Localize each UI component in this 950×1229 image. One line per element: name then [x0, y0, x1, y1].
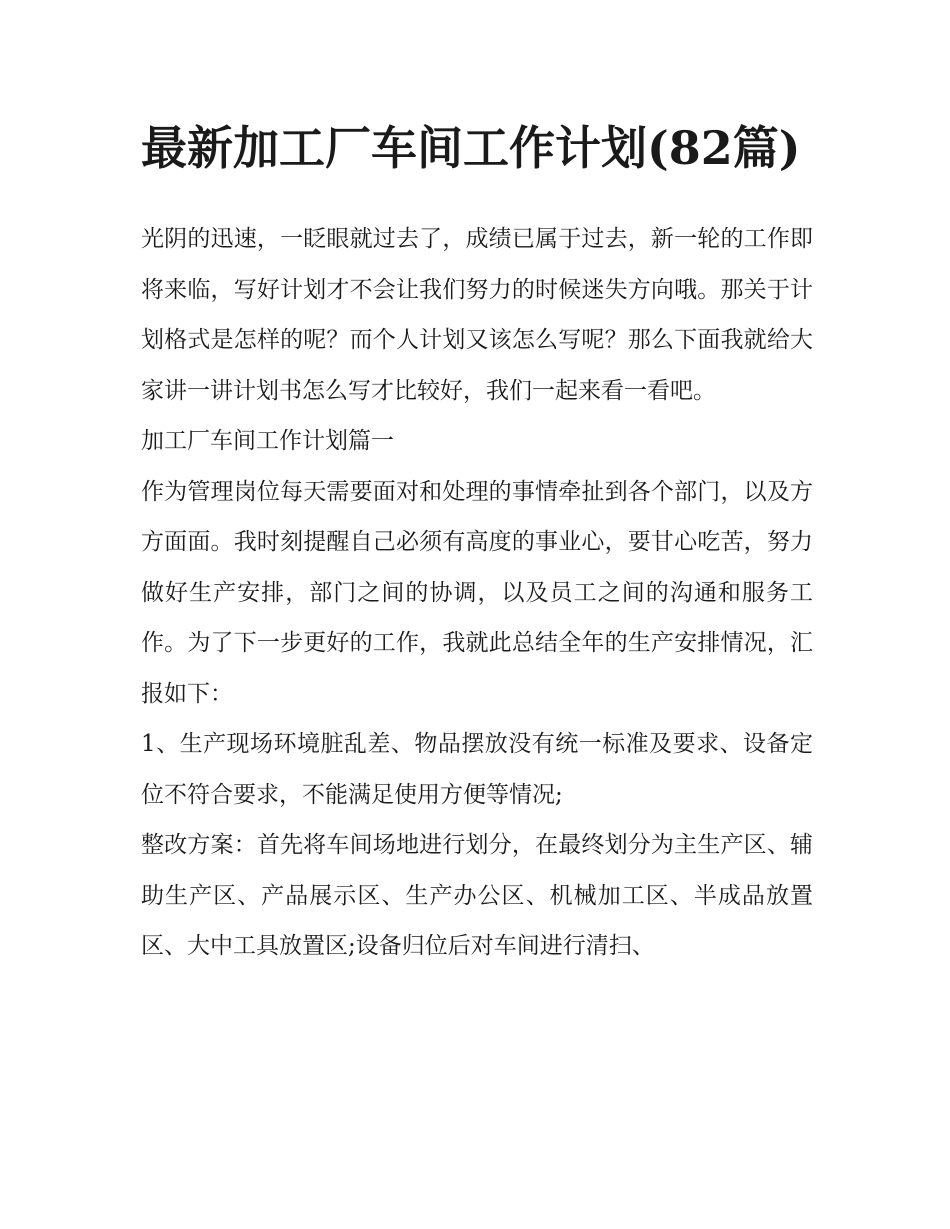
- document-title: 最新加工厂车间工作计划(82篇): [141, 121, 801, 175]
- section-heading: 加工厂车间工作计划篇一: [141, 428, 394, 454]
- document-page: [141, 110, 813, 972]
- body-paragraph: 作为管理岗位每天需要面对和处理的事情牵扯到各个部门，以及方方面面。我时刻提醒自己必须有高度的事业心，要甘心吃苦，努力做好生产安排，部门之间的协调，以及员工之间的沟通和服务工作。为了下一步更好的工作，我就此总结全年的生产安排情况，汇报如下：: [141, 478, 813, 707]
- document-body: [141, 214, 813, 972]
- rectification-paragraph: 整改方案：首先将车间场地进行划分，在最终划分为主生产区、辅助生产区、产品展示区、生产办公区、机械加工区、半成品放置区、大中工具放置区;设备归位后对车间进行清扫、: [141, 832, 813, 959]
- list-item: 1、生产现场环境脏乱差、物品摆放没有统一标准及要求、设备定位不符合要求，不能满足使用方便等情况;: [141, 731, 813, 808]
- intro-paragraph: 光阴的迅速，一眨眼就过去了，成绩已属于过去，新一轮的工作即将来临，写好计划才不会让我们努力的时候迷失方向哦。那关于计划格式是怎样的呢？而个人计划又该怎么写呢？那么下面我就给大家讲一讲计划书怎么写才比较好，我们一起来看一看吧。: [141, 226, 813, 404]
